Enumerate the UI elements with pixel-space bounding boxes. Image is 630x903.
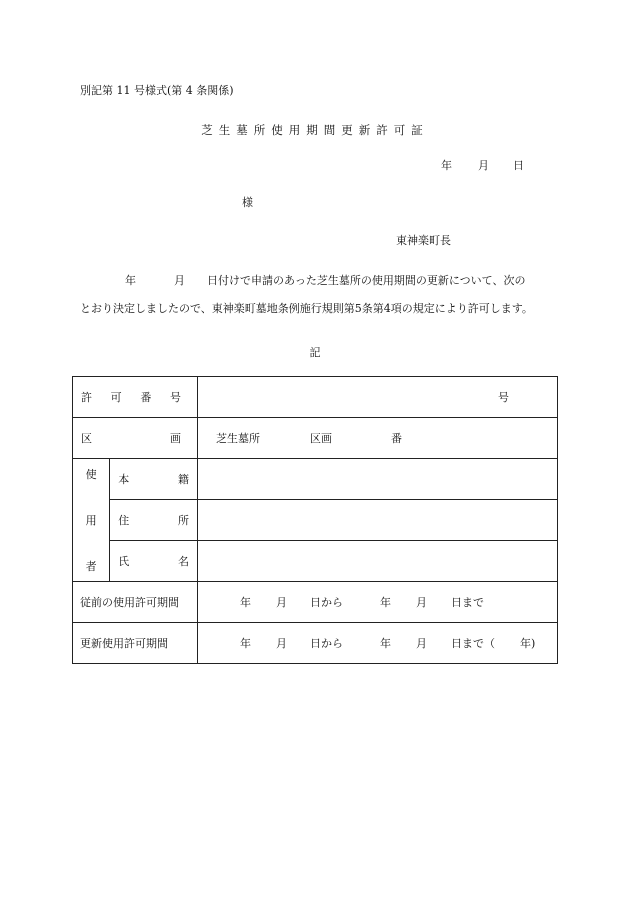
document-title: 芝生墓所使用期間更新許可証 xyxy=(201,123,429,137)
name-row xyxy=(73,541,558,582)
issuer-name: 東神楽町長 xyxy=(396,234,451,247)
section-cemetery: 芝生墓所 xyxy=(216,432,260,445)
domicile-value[interactable] xyxy=(198,459,558,500)
name-value[interactable] xyxy=(198,541,558,582)
addressee-suffix: 様 xyxy=(242,196,253,209)
renewed-period-row xyxy=(73,623,558,664)
permit-number-row xyxy=(73,377,558,418)
section-label: 区 画 xyxy=(73,418,198,459)
user-label: 使 用 者 xyxy=(73,459,110,582)
domicile-row xyxy=(73,459,558,500)
previous-period-label: 従前の使用許可期間 xyxy=(73,582,198,623)
permit-table xyxy=(72,376,558,664)
permit-number-label: 許 可 番 号 xyxy=(73,377,198,418)
renewed-period-label: 更新使用許可期間 xyxy=(73,623,198,664)
issue-date-year: 年 xyxy=(441,159,452,172)
section-number-word: 番 xyxy=(391,432,402,445)
section-word: 区画 xyxy=(310,432,332,445)
permit-number-suffix: 号 xyxy=(498,391,509,404)
body-line-2: とおり決定しましたので、東神楽町墓地条例施行規則第5条第4項の規定により許可します。 xyxy=(80,302,533,315)
ki-heading: 記 xyxy=(309,346,321,359)
section-value[interactable] xyxy=(198,418,558,459)
address-row xyxy=(73,500,558,541)
previous-period-value[interactable]: 年 月 日から 年 月 日まで xyxy=(198,582,558,623)
issue-date-day: 日 xyxy=(513,159,524,172)
previous-period-row xyxy=(73,582,558,623)
address-label: 住 所 xyxy=(110,500,198,541)
address-value[interactable] xyxy=(198,500,558,541)
section-row xyxy=(73,418,558,459)
permit-number-value[interactable] xyxy=(198,377,558,418)
body-month: 月 xyxy=(174,274,185,287)
body-line-1-text: 日付けで申請のあった芝生墓所の使用期間の更新について、次の xyxy=(207,274,526,287)
renewed-period-value[interactable]: 年 月 日から 年 月 日まで（ 年) xyxy=(198,623,558,664)
name-label: 氏 名 xyxy=(110,541,198,582)
body-year: 年 xyxy=(125,274,136,287)
domicile-label: 本 籍 xyxy=(110,459,198,500)
issue-date-month: 月 xyxy=(478,159,489,172)
form-reference: 別記第 11 号様式(第 4 条関係) xyxy=(80,84,234,97)
